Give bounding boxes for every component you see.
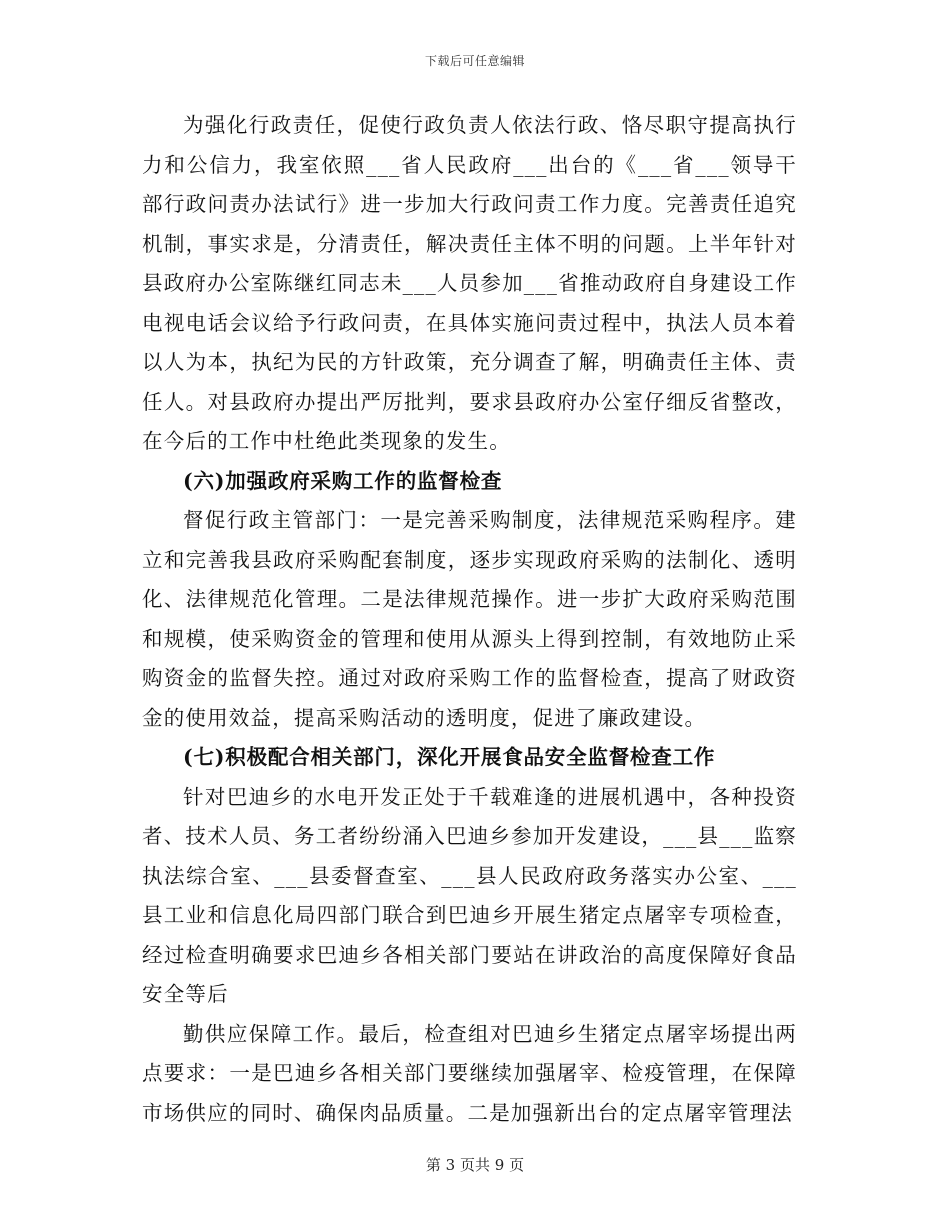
paragraph-food-safety-inspection: 针对巴迪乡的水电开发正处于千载难逢的进展机遇中，各种投资者、技术人员、务工者纷纷涌入巴迪乡参加开发建设，___县___监察执法综合室、___县委督查室、___县人民政府政务落实办公室、___县工业和信息化局四部门联合到巴迪乡开展生猪定点屠宰专项检查，经过检查明确要求巴迪乡各相关部门要站在讲政治的高度保障好食品安全等后 xyxy=(142,784,797,1006)
section-heading-procurement-supervision: (六)加强政府采购工作的监督检查 xyxy=(183,468,503,493)
paragraph-supply-assurance: 勤供应保障工作。最后，检查组对巴迪乡生猪定点屠宰场提出两点要求：一是巴迪乡各相关部门要继续加强屠宰、检疫管理，在保障市场供应的同时、确保肉品质量。二是加强新出台的定点屠宰管理法 xyxy=(142,1021,797,1125)
paragraph-administrative-accountability: 为强化行政责任，促使行政负责人依法行政、恪尽职守提高执行力和公信力，我室依照___省人民政府___出台的《___省___领导干部行政问责办法试行》进一步加大行政问责工作力度。完善责任追究机制，事实求是，分清责任，解决责任主体不明的问题。上半年针对县政府办公室陈继红同志未___人员参加___省推动政府自身建设工作电视电话会议给予行政问责，在具体实施问责过程中，执法人员本着以人为本，执纪为民的方针政策，充分调查了解，明确责任主体、责任人。对县政府办提出严厉批判，要求县政府办公室仔细反省整改，在今后的工作中杜绝此类现象的发生。 xyxy=(142,113,797,453)
page-number: 第 3 页共 9 页 xyxy=(425,1156,525,1174)
paragraph-procurement-supervision: 督促行政主管部门：一是完善采购制度，法律规范采购程序。建立和完善我县政府采购配套制度，逐步实现政府采购的法制化、透明化、法律规范化管理。二是法律规范操作。进一步扩大政府采购范围和规模，使采购资金的管理和使用从源头上得到控制，有效地防止采购资金的监督失控。通过对政府采购工作的监督检查，提高了财政资金的使用效益，提高采购活动的透明度，促进了廉政建设。 xyxy=(142,508,797,730)
section-heading-food-safety: (七)积极配合相关部门，深化开展食品安全监督检查工作 xyxy=(183,745,716,769)
page-header-note: 下载后可任意编辑 xyxy=(424,54,525,68)
document-body xyxy=(142,106,797,1133)
